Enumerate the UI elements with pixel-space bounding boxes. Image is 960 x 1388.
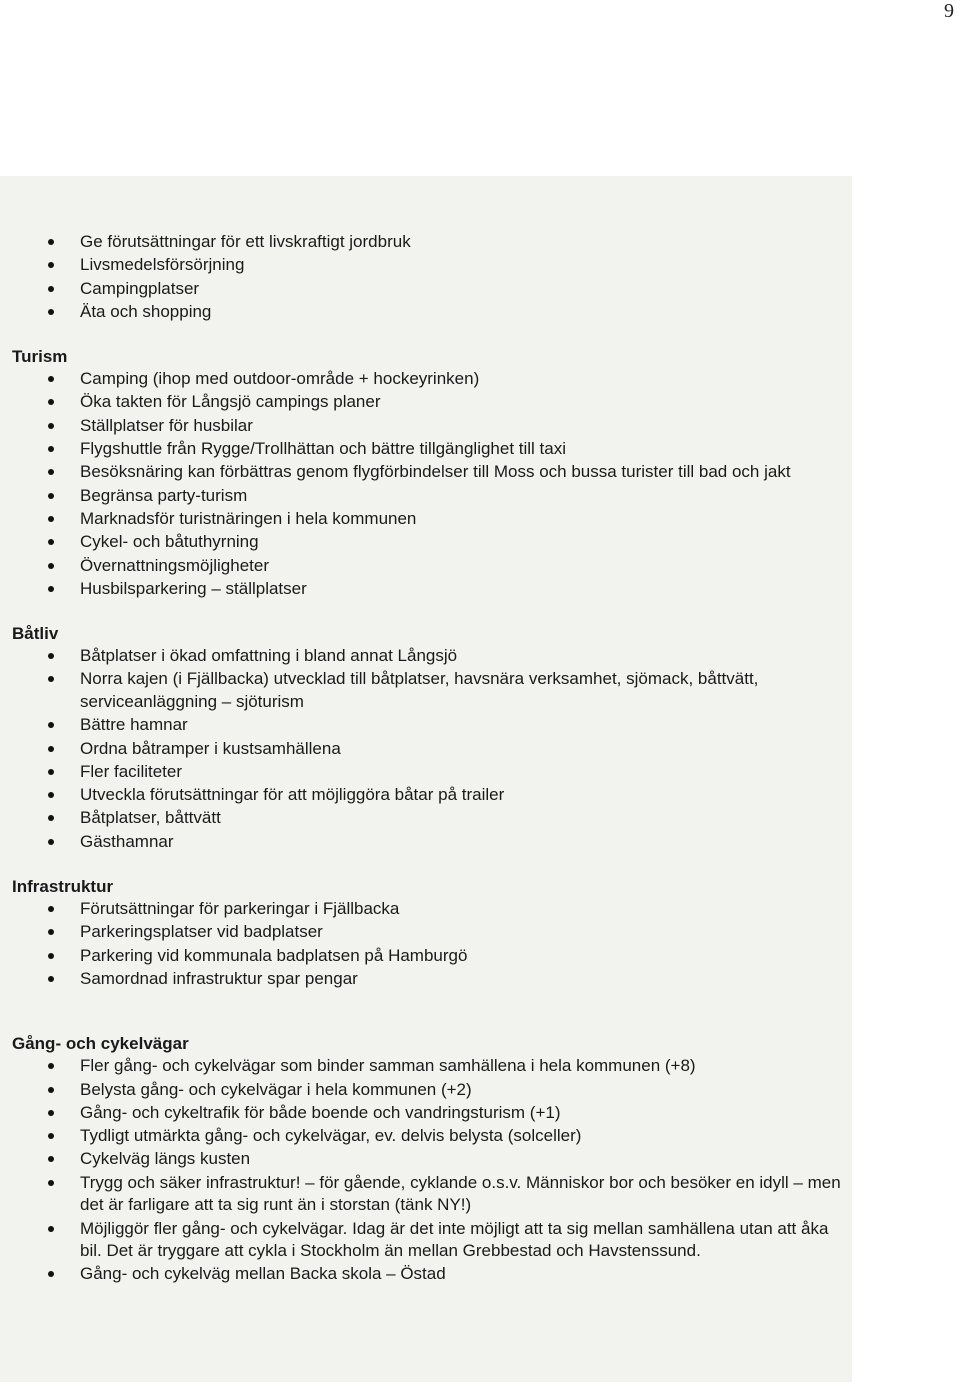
list-item: Fler faciliteter bbox=[12, 761, 844, 784]
list-item: Möjliggör fler gång- och cykelvägar. Idag är det inte möjligt att ta sig mellan samhällena utan att åka bil. Det är tryggare att cykla i Stockholm än mellan Grebbestad och Havstenssund. bbox=[12, 1218, 844, 1263]
infrastruktur-list bbox=[12, 898, 844, 990]
list-item: Belysta gång- och cykelvägar i hela kommunen (+2) bbox=[12, 1079, 844, 1102]
content-panel bbox=[0, 176, 852, 1382]
list-item: Äta och shopping bbox=[12, 301, 844, 324]
list-item: Tydligt utmärkta gång- och cykelvägar, ev. delvis belysta (solceller) bbox=[12, 1125, 844, 1148]
list-item: Husbilsparkering – ställplatser bbox=[12, 578, 844, 601]
section-heading-gang-och-cykelvagar: Gång- och cykelvägar bbox=[12, 1034, 189, 1054]
list-item: Ordna båtramper i kustsamhällena bbox=[12, 738, 844, 761]
list-item: Samordnad infrastruktur spar pengar bbox=[12, 968, 844, 991]
list-item: Campingplatser bbox=[12, 278, 844, 301]
list-item: Flygshuttle från Rygge/Trollhättan och bättre tillgänglighet till taxi bbox=[12, 438, 844, 461]
list-item: Cykelväg längs kusten bbox=[12, 1148, 844, 1171]
list-item: Livsmedelsförsörjning bbox=[12, 254, 844, 277]
intro-list bbox=[12, 231, 844, 323]
list-item: Gång- och cykelväg mellan Backa skola – Östad bbox=[12, 1263, 844, 1286]
list-item: Camping (ihop med outdoor-område + hockeyrinken) bbox=[12, 368, 844, 391]
list-item: Norra kajen (i Fjällbacka) utvecklad till båtplatser, havsnära verksamhet, sjömack, båttvätt, serviceanläggning – sjöturism bbox=[12, 668, 844, 713]
list-item: Begränsa party-turism bbox=[12, 485, 844, 508]
list-item: Båtplatser, båttvätt bbox=[12, 807, 844, 830]
list-item: Trygg och säker infrastruktur! – för gående, cyklande o.s.v. Människor bor och besöker en idyll – men det är farligare att ta sig runt än i storstan (tänk NY!) bbox=[12, 1172, 844, 1217]
gang-och-cykelvagar-list bbox=[12, 1055, 844, 1286]
list-item: Båtplatser i ökad omfattning i bland annat Långsjö bbox=[12, 645, 844, 668]
list-item: Öka takten för Långsjö campings planer bbox=[12, 391, 844, 414]
batliv-list bbox=[12, 645, 844, 853]
list-item: Besöksnäring kan förbättras genom flygförbindelser till Moss och bussa turister till bad och jakt bbox=[12, 461, 844, 484]
list-item: Gång- och cykeltrafik för både boende och vandringsturism (+1) bbox=[12, 1102, 844, 1125]
list-item: Ställplatser för husbilar bbox=[12, 415, 844, 438]
section-heading-turism: Turism bbox=[12, 347, 68, 367]
list-item: Parkeringsplatser vid badplatser bbox=[12, 921, 844, 944]
list-item: Utveckla förutsättningar för att möjliggöra båtar på trailer bbox=[12, 784, 844, 807]
list-item: Bättre hamnar bbox=[12, 714, 844, 737]
list-item: Fler gång- och cykelvägar som binder samman samhällena i hela kommunen (+8) bbox=[12, 1055, 844, 1078]
list-item: Parkering vid kommunala badplatsen på Hamburgö bbox=[12, 945, 844, 968]
document-body bbox=[12, 231, 844, 1287]
list-item: Gästhamnar bbox=[12, 831, 844, 854]
list-item: Övernattningsmöjligheter bbox=[12, 555, 844, 578]
section-heading-batliv: Båtliv bbox=[12, 624, 59, 644]
list-item: Ge förutsättningar för ett livskraftigt jordbruk bbox=[12, 231, 844, 254]
list-item: Cykel- och båtuthyrning bbox=[12, 531, 844, 554]
list-item: Förutsättningar för parkeringar i Fjällbacka bbox=[12, 898, 844, 921]
turism-list bbox=[12, 368, 844, 600]
section-heading-infrastruktur: Infrastruktur bbox=[12, 877, 114, 897]
page-number: 9 bbox=[944, 0, 954, 22]
list-item: Marknadsför turistnäringen i hela kommunen bbox=[12, 508, 844, 531]
